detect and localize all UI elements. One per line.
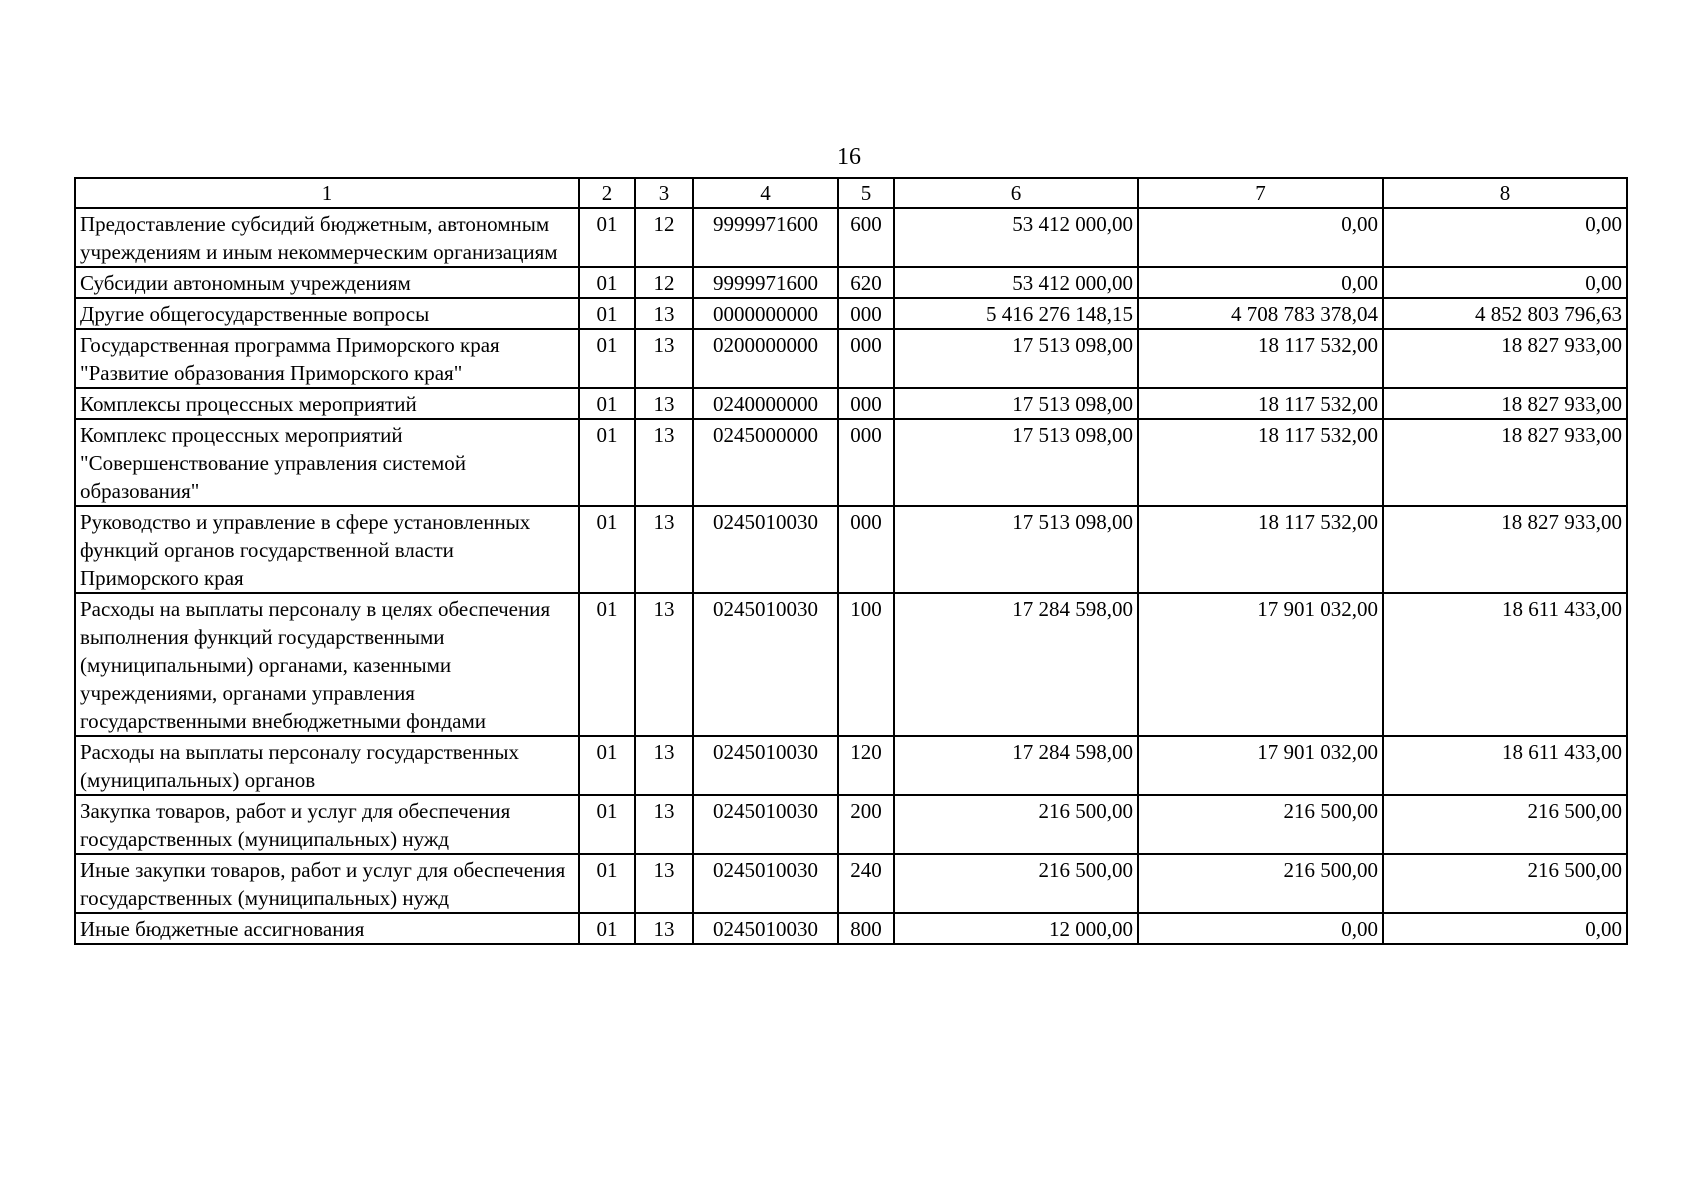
target-article-code: 0245010030 xyxy=(693,593,838,736)
amount-col-7: 18 117 532,00 xyxy=(1138,388,1383,419)
table-row xyxy=(75,913,1627,944)
amount-col-7: 216 500,00 xyxy=(1138,795,1383,854)
table-row xyxy=(75,329,1627,388)
expense-name: Иные закупки товаров, работ и услуг для обеспечения государственных (муниципальных) нужд xyxy=(75,854,579,913)
expense-type-code: 600 xyxy=(838,208,894,267)
amount-col-7: 4 708 783 378,04 xyxy=(1138,298,1383,329)
subsection-code: 13 xyxy=(635,419,693,506)
target-article-code: 0245000000 xyxy=(693,419,838,506)
expense-name: Другие общегосударственные вопросы xyxy=(75,298,579,329)
target-article-code: 0245010030 xyxy=(693,854,838,913)
section-code: 01 xyxy=(579,913,635,944)
expense-type-code: 200 xyxy=(838,795,894,854)
amount-col-8: 18 827 933,00 xyxy=(1383,329,1627,388)
amount-col-7: 18 117 532,00 xyxy=(1138,419,1383,506)
table-row xyxy=(75,854,1627,913)
subsection-code: 13 xyxy=(635,795,693,854)
expense-type-code: 000 xyxy=(838,388,894,419)
subsection-code: 12 xyxy=(635,267,693,298)
section-code: 01 xyxy=(579,419,635,506)
amount-col-7: 0,00 xyxy=(1138,267,1383,298)
amount-col-7: 0,00 xyxy=(1138,208,1383,267)
amount-col-8: 4 852 803 796,63 xyxy=(1383,298,1627,329)
expense-type-code: 620 xyxy=(838,267,894,298)
target-article-code: 0245010030 xyxy=(693,913,838,944)
table-row xyxy=(75,419,1627,506)
expense-type-code: 240 xyxy=(838,854,894,913)
subsection-code: 13 xyxy=(635,298,693,329)
expense-name: Расходы на выплаты персоналу государственных (муниципальных) органов xyxy=(75,736,579,795)
section-code: 01 xyxy=(579,736,635,795)
subsection-code: 13 xyxy=(635,388,693,419)
column-header: 6 xyxy=(894,178,1138,208)
expense-name: Комплекс процессных мероприятий "Совершенствование управления системой образования" xyxy=(75,419,579,506)
column-header: 1 xyxy=(75,178,579,208)
amount-col-6: 17 513 098,00 xyxy=(894,388,1138,419)
table-row xyxy=(75,388,1627,419)
expense-name: Расходы на выплаты персоналу в целях обеспечения выполнения функций государственными (муниципальными) органами, казенными учреждениями, органами управления государственными внебюджетными фондами xyxy=(75,593,579,736)
budget-table xyxy=(74,177,1628,945)
subsection-code: 13 xyxy=(635,593,693,736)
section-code: 01 xyxy=(579,329,635,388)
target-article-code: 0245010030 xyxy=(693,506,838,593)
table-row xyxy=(75,208,1627,267)
amount-col-6: 53 412 000,00 xyxy=(894,208,1138,267)
amount-col-6: 17 284 598,00 xyxy=(894,736,1138,795)
amount-col-7: 216 500,00 xyxy=(1138,854,1383,913)
amount-col-8: 216 500,00 xyxy=(1383,795,1627,854)
table-row xyxy=(75,298,1627,329)
expense-name: Руководство и управление в сфере установленных функций органов государственной власти Приморского края xyxy=(75,506,579,593)
page-number: 16 xyxy=(837,144,861,170)
section-code: 01 xyxy=(579,298,635,329)
section-code: 01 xyxy=(579,795,635,854)
target-article-code: 0240000000 xyxy=(693,388,838,419)
amount-col-8: 0,00 xyxy=(1383,267,1627,298)
target-article-code: 9999971600 xyxy=(693,267,838,298)
expense-name: Закупка товаров, работ и услуг для обеспечения государственных (муниципальных) нужд xyxy=(75,795,579,854)
section-code: 01 xyxy=(579,388,635,419)
column-header: 2 xyxy=(579,178,635,208)
amount-col-6: 17 513 098,00 xyxy=(894,329,1138,388)
subsection-code: 12 xyxy=(635,208,693,267)
column-header: 7 xyxy=(1138,178,1383,208)
amount-col-7: 0,00 xyxy=(1138,913,1383,944)
column-header: 3 xyxy=(635,178,693,208)
amount-col-8: 18 827 933,00 xyxy=(1383,419,1627,506)
header-row xyxy=(75,178,1627,208)
amount-col-8: 0,00 xyxy=(1383,208,1627,267)
table-row xyxy=(75,593,1627,736)
section-code: 01 xyxy=(579,854,635,913)
subsection-code: 13 xyxy=(635,854,693,913)
subsection-code: 13 xyxy=(635,329,693,388)
expense-name: Комплексы процессных мероприятий xyxy=(75,388,579,419)
subsection-code: 13 xyxy=(635,506,693,593)
expense-name: Предоставление субсидий бюджетным, автономным учреждениям и иным некоммерческим организациям xyxy=(75,208,579,267)
expense-type-code: 000 xyxy=(838,506,894,593)
expense-name: Субсидии автономным учреждениям xyxy=(75,267,579,298)
table-row xyxy=(75,795,1627,854)
amount-col-7: 18 117 532,00 xyxy=(1138,329,1383,388)
expense-name: Иные бюджетные ассигнования xyxy=(75,913,579,944)
section-code: 01 xyxy=(579,506,635,593)
amount-col-7: 17 901 032,00 xyxy=(1138,593,1383,736)
amount-col-7: 17 901 032,00 xyxy=(1138,736,1383,795)
table-body xyxy=(75,208,1627,944)
amount-col-8: 18 611 433,00 xyxy=(1383,593,1627,736)
amount-col-6: 216 500,00 xyxy=(894,854,1138,913)
amount-col-8: 18 827 933,00 xyxy=(1383,388,1627,419)
amount-col-6: 53 412 000,00 xyxy=(894,267,1138,298)
target-article-code: 0245010030 xyxy=(693,736,838,795)
amount-col-8: 18 611 433,00 xyxy=(1383,736,1627,795)
target-article-code: 0000000000 xyxy=(693,298,838,329)
amount-col-6: 17 284 598,00 xyxy=(894,593,1138,736)
amount-col-8: 216 500,00 xyxy=(1383,854,1627,913)
expense-type-code: 000 xyxy=(838,329,894,388)
expense-name: Государственная программа Приморского края "Развитие образования Приморского края" xyxy=(75,329,579,388)
column-header: 5 xyxy=(838,178,894,208)
target-article-code: 9999971600 xyxy=(693,208,838,267)
amount-col-7: 18 117 532,00 xyxy=(1138,506,1383,593)
amount-col-8: 18 827 933,00 xyxy=(1383,506,1627,593)
section-code: 01 xyxy=(579,267,635,298)
amount-col-6: 12 000,00 xyxy=(894,913,1138,944)
subsection-code: 13 xyxy=(635,736,693,795)
subsection-code: 13 xyxy=(635,913,693,944)
target-article-code: 0200000000 xyxy=(693,329,838,388)
expense-type-code: 800 xyxy=(838,913,894,944)
column-header: 8 xyxy=(1383,178,1627,208)
expense-type-code: 100 xyxy=(838,593,894,736)
amount-col-6: 17 513 098,00 xyxy=(894,419,1138,506)
section-code: 01 xyxy=(579,593,635,736)
expense-type-code: 120 xyxy=(838,736,894,795)
expense-type-code: 000 xyxy=(838,298,894,329)
column-header: 4 xyxy=(693,178,838,208)
expense-type-code: 000 xyxy=(838,419,894,506)
table-row xyxy=(75,267,1627,298)
table-row xyxy=(75,506,1627,593)
section-code: 01 xyxy=(579,208,635,267)
table-row xyxy=(75,736,1627,795)
amount-col-6: 5 416 276 148,15 xyxy=(894,298,1138,329)
amount-col-6: 17 513 098,00 xyxy=(894,506,1138,593)
amount-col-8: 0,00 xyxy=(1383,913,1627,944)
target-article-code: 0245010030 xyxy=(693,795,838,854)
amount-col-6: 216 500,00 xyxy=(894,795,1138,854)
table-header xyxy=(75,178,1627,208)
